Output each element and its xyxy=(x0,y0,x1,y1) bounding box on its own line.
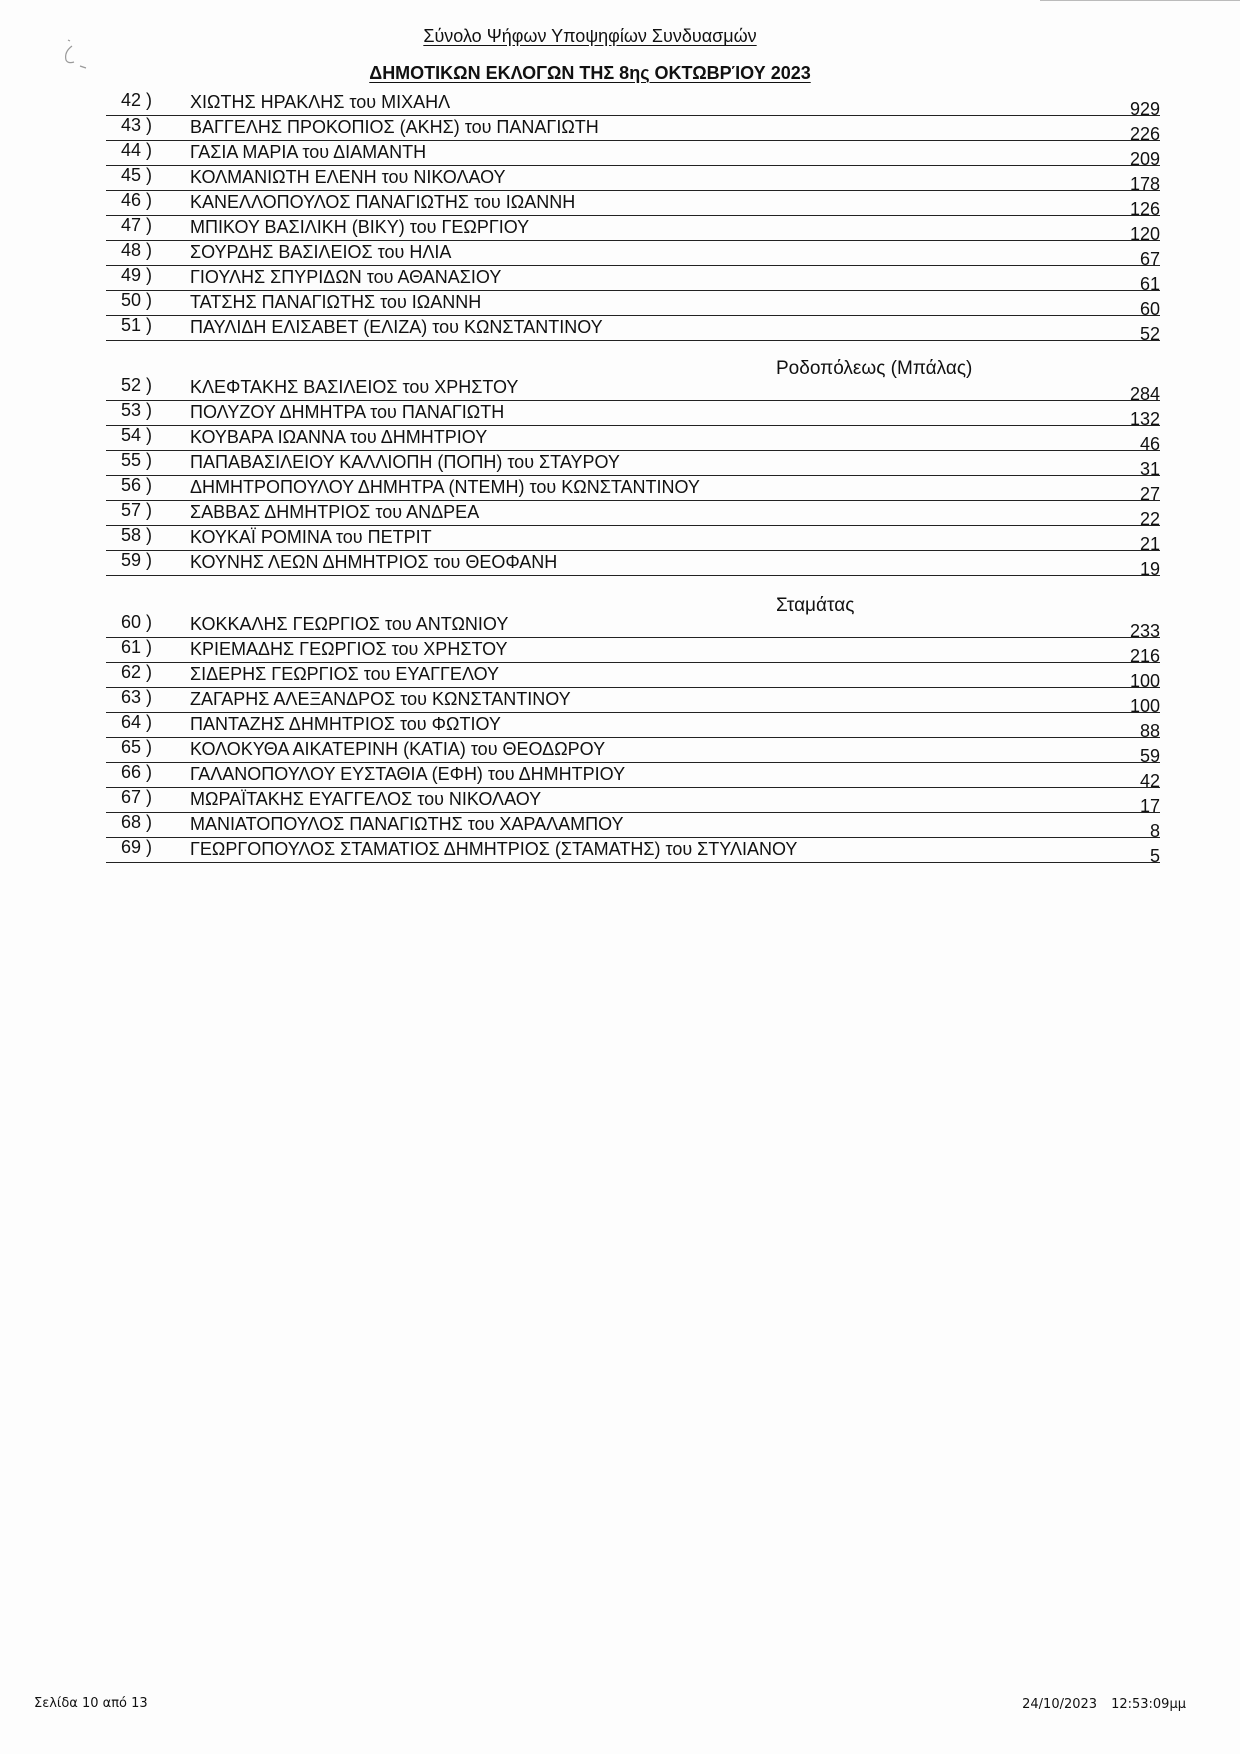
vote-count: 59 xyxy=(1139,746,1160,766)
pen-mark-icon xyxy=(58,36,98,76)
row-number: 46 ) xyxy=(120,190,152,210)
table-row xyxy=(0,315,1240,344)
row-divider xyxy=(106,575,1160,576)
table-row xyxy=(0,525,1240,554)
vote-count: 67 xyxy=(1139,249,1160,269)
candidate-name: ΣΑΒΒΑΣ ΔΗΜΗΤΡΙΟΣ του ΑΝΔΡΕΑ xyxy=(190,502,480,522)
vote-count: 209 xyxy=(1129,149,1160,169)
candidate-name: ΠΑΝΤΑΖΗΣ ΔΗΜΗΤΡΙΟΣ του ΦΩΤΙΟΥ xyxy=(190,714,501,734)
vote-count: 42 xyxy=(1139,771,1160,791)
table-row xyxy=(0,712,1240,741)
candidate-name: ΓΕΩΡΓΟΠΟΥΛΟΣ ΣΤΑΜΑΤΙΟΣ ΔΗΜΗΤΡΙΟΣ (ΣΤΑΜΑΤΗΣ) του ΣΤΥΛΙΑΝΟΥ xyxy=(190,839,798,859)
row-number: 52 ) xyxy=(120,375,152,395)
row-number: 63 ) xyxy=(120,687,152,707)
print-timestamp xyxy=(1022,1697,1186,1712)
table-row xyxy=(0,400,1240,429)
row-divider xyxy=(106,862,1160,863)
vote-count: 19 xyxy=(1139,559,1160,579)
row-number: 47 ) xyxy=(120,215,152,235)
vote-count: 21 xyxy=(1139,534,1160,554)
vote-count: 8 xyxy=(1149,821,1160,841)
row-number: 54 ) xyxy=(120,425,152,445)
row-number: 53 ) xyxy=(120,400,152,420)
candidate-name: ΓΙΟΥΛΗΣ ΣΠΥΡΙΔΩΝ του ΑΘΑΝΑΣΙΟΥ xyxy=(190,267,502,287)
vote-count: 22 xyxy=(1139,509,1160,529)
vote-count: 126 xyxy=(1129,199,1160,219)
candidate-name: ΚΟΥΚΑΪ ΡΟΜΙΝΑ του ΠΕΤΡΙΤ xyxy=(190,527,432,547)
candidate-name: ΚΟΚΚΑΛΗΣ ΓΕΩΡΓΙΟΣ του ΑΝΤΩΝΙΟΥ xyxy=(190,614,509,634)
table-row xyxy=(0,787,1240,816)
vote-count: 46 xyxy=(1139,434,1160,454)
table-row xyxy=(0,737,1240,766)
table-row xyxy=(0,240,1240,269)
candidate-name: ΓΑΛΑΝΟΠΟΥΛΟΥ ΕΥΣΤΑΘΙΑ (ΕΦΗ) του ΔΗΜΗΤΡΙΟΥ xyxy=(190,764,626,784)
group-label: Σταμάτας xyxy=(776,595,855,616)
scan-edge-line xyxy=(1040,0,1240,1)
vote-count: 233 xyxy=(1129,621,1160,641)
row-number: 59 ) xyxy=(120,550,152,570)
print-time: 12:53:09μμ xyxy=(1111,1697,1186,1712)
row-number: 55 ) xyxy=(120,450,152,470)
vote-count: 216 xyxy=(1129,646,1160,666)
table-row xyxy=(0,762,1240,791)
row-number: 48 ) xyxy=(120,240,152,260)
row-number: 64 ) xyxy=(120,712,152,732)
row-number: 50 ) xyxy=(120,290,152,310)
print-date: 24/10/2023 xyxy=(1022,1697,1098,1712)
row-number: 66 ) xyxy=(120,762,152,782)
candidate-name: ΚΡΙΕΜΑΔΗΣ ΓΕΩΡΓΙΟΣ του ΧΡΗΣΤΟΥ xyxy=(190,639,508,659)
candidate-name: ΠΟΛΥΖΟΥ ΔΗΜΗΤΡΑ του ΠΑΝΑΓΙΩΤΗ xyxy=(190,402,505,422)
row-number: 60 ) xyxy=(120,612,152,632)
row-divider xyxy=(106,340,1160,341)
vote-count: 178 xyxy=(1129,174,1160,194)
candidate-name: ΚΑΝΕΛΛΟΠΟΥΛΟΣ ΠΑΝΑΓΙΩΤΗΣ του ΙΩΑΝΝΗ xyxy=(190,192,576,212)
table-row xyxy=(0,425,1240,454)
candidate-name: ΜΩΡΑΪΤΑΚΗΣ ΕΥΑΓΓΕΛΟΣ του ΝΙΚΟΛΑΟΥ xyxy=(190,789,542,809)
table-row xyxy=(0,165,1240,194)
vote-count: 88 xyxy=(1139,721,1160,741)
vote-count: 132 xyxy=(1129,409,1160,429)
candidate-name: ΖΑΓΑΡΗΣ ΑΛΕΞΑΝΔΡΟΣ του ΚΩΝΣΤΑΝΤΙΝΟΥ xyxy=(190,689,571,709)
candidate-name: ΤΑΤΣΗΣ ΠΑΝΑΓΙΩΤΗΣ του ΙΩΑΝΝΗ xyxy=(190,292,482,312)
vote-count: 60 xyxy=(1139,299,1160,319)
table-row xyxy=(0,812,1240,841)
row-number: 44 ) xyxy=(120,140,152,160)
candidate-name: ΚΟΥΝΗΣ ΛΕΩΝ ΔΗΜΗΤΡΙΟΣ του ΘΕΟΦΑΝΗ xyxy=(190,552,558,572)
row-number: 51 ) xyxy=(120,315,152,335)
vote-count: 52 xyxy=(1139,324,1160,344)
table-row xyxy=(0,115,1240,144)
candidate-name: ΣΙΔΕΡΗΣ ΓΕΩΡΓΙΟΣ του ΕΥΑΓΓΕΛΟΥ xyxy=(190,664,500,684)
candidate-name: ΜΑΝΙΑΤΟΠΟΥΛΟΣ ΠΑΝΑΓΙΩΤΗΣ του ΧΑΡΑΛΑΜΠΟΥ xyxy=(190,814,624,834)
row-number: 69 ) xyxy=(120,837,152,857)
row-number: 57 ) xyxy=(120,500,152,520)
candidate-name: ΓΑΣΙΑ ΜΑΡΙΑ του ΔΙΑΜΑΝΤΗ xyxy=(190,142,427,162)
row-number: 56 ) xyxy=(120,475,152,495)
table-row xyxy=(0,140,1240,169)
row-number: 67 ) xyxy=(120,787,152,807)
table-row xyxy=(0,375,1240,404)
row-number: 65 ) xyxy=(120,737,152,757)
vote-count: 100 xyxy=(1129,696,1160,716)
vote-count: 17 xyxy=(1139,796,1160,816)
page-number: Σελίδα 10 από 13 xyxy=(34,1696,148,1711)
vote-count: 61 xyxy=(1139,274,1160,294)
candidate-name: ΒΑΓΓΕΛΗΣ ΠΡΟΚΟΠΙΟΣ (ΑΚΗΣ) του ΠΑΝΑΓΙΩΤΗ xyxy=(190,117,599,137)
row-number: 68 ) xyxy=(120,812,152,832)
candidate-name: ΚΛΕΦΤΑΚΗΣ ΒΑΣΙΛΕΙΟΣ του ΧΡΗΣΤΟΥ xyxy=(190,377,519,397)
candidate-name: ΔΗΜΗΤΡΟΠΟΥΛΟΥ ΔΗΜΗΤΡΑ (ΝΤΕΜΗ) του ΚΩΝΣΤΑΝΤΙΝΟΥ xyxy=(190,477,700,497)
vote-count: 226 xyxy=(1129,124,1160,144)
vote-count: 929 xyxy=(1129,99,1160,119)
table-row xyxy=(0,687,1240,716)
table-row xyxy=(0,662,1240,691)
candidate-name: ΜΠΙΚΟΥ ΒΑΣΙΛΙΚΗ (ΒΙΚΥ) του ΓΕΩΡΓΙΟΥ xyxy=(190,217,530,237)
vote-count: 120 xyxy=(1129,224,1160,244)
row-number: 43 ) xyxy=(120,115,152,135)
row-number: 42 ) xyxy=(120,90,152,110)
table-row xyxy=(0,500,1240,529)
vote-count: 27 xyxy=(1139,484,1160,504)
candidate-name: ΠΑΥΛΙΔΗ ΕΛΙΣΑΒΕΤ (ΕΛΙΖΑ) του ΚΩΝΣΤΑΝΤΙΝΟΥ xyxy=(190,317,603,337)
document-subtitle: ΔΗΜΟΤΙΚΩΝ ΕΚΛΟΓΩΝ ΤΗΣ 8ης ΟΚΤΩΒΡΊΟΥ 2023 xyxy=(369,63,811,83)
row-number: 49 ) xyxy=(120,265,152,285)
candidate-name: ΧΙΩΤΗΣ ΗΡΑΚΛΗΣ του ΜΙΧΑΗΛ xyxy=(190,92,451,112)
candidate-name: ΚΟΥΒΑΡΑ ΙΩΑΝΝΑ του ΔΗΜΗΤΡΙΟΥ xyxy=(190,427,488,447)
candidate-name: ΚΟΛΟΚΥΘΑ ΑΙΚΑΤΕΡΙΝΗ (ΚΑΤΙΑ) του ΘΕΟΔΩΡΟΥ xyxy=(190,739,606,759)
table-row xyxy=(0,450,1240,479)
group-label: Ροδοπόλεως (Μπάλας) xyxy=(776,358,973,379)
table-row xyxy=(0,612,1240,641)
document-title: Σύνολο Ψήφων Υποψηφίων Συνδυασμών xyxy=(423,26,757,46)
table-row xyxy=(0,637,1240,666)
table-row xyxy=(0,190,1240,219)
candidate-name: ΣΟΥΡΔΗΣ ΒΑΣΙΛΕΙΟΣ του ΗΛΙΑ xyxy=(190,242,452,262)
vote-count: 5 xyxy=(1149,846,1160,866)
vote-count: 100 xyxy=(1129,671,1160,691)
table-row xyxy=(0,475,1240,504)
row-number: 62 ) xyxy=(120,662,152,682)
table-row xyxy=(0,550,1240,579)
table-row xyxy=(0,837,1240,866)
candidate-name: ΚΟΛΜΑΝΙΩΤΗ ΕΛΕΝΗ του ΝΙΚΟΛΑΟΥ xyxy=(190,167,506,187)
row-number: 61 ) xyxy=(120,637,152,657)
table-row xyxy=(0,215,1240,244)
vote-count: 31 xyxy=(1139,459,1160,479)
row-number: 45 ) xyxy=(120,165,152,185)
vote-count: 284 xyxy=(1129,384,1160,404)
row-number: 58 ) xyxy=(120,525,152,545)
candidate-name: ΠΑΠΑΒΑΣΙΛΕΙΟΥ ΚΑΛΛΙΟΠΗ (ΠΟΠΗ) του ΣΤΑΥΡΟΥ xyxy=(190,452,620,472)
table-row xyxy=(0,290,1240,319)
table-row xyxy=(0,265,1240,294)
table-row xyxy=(0,90,1240,119)
